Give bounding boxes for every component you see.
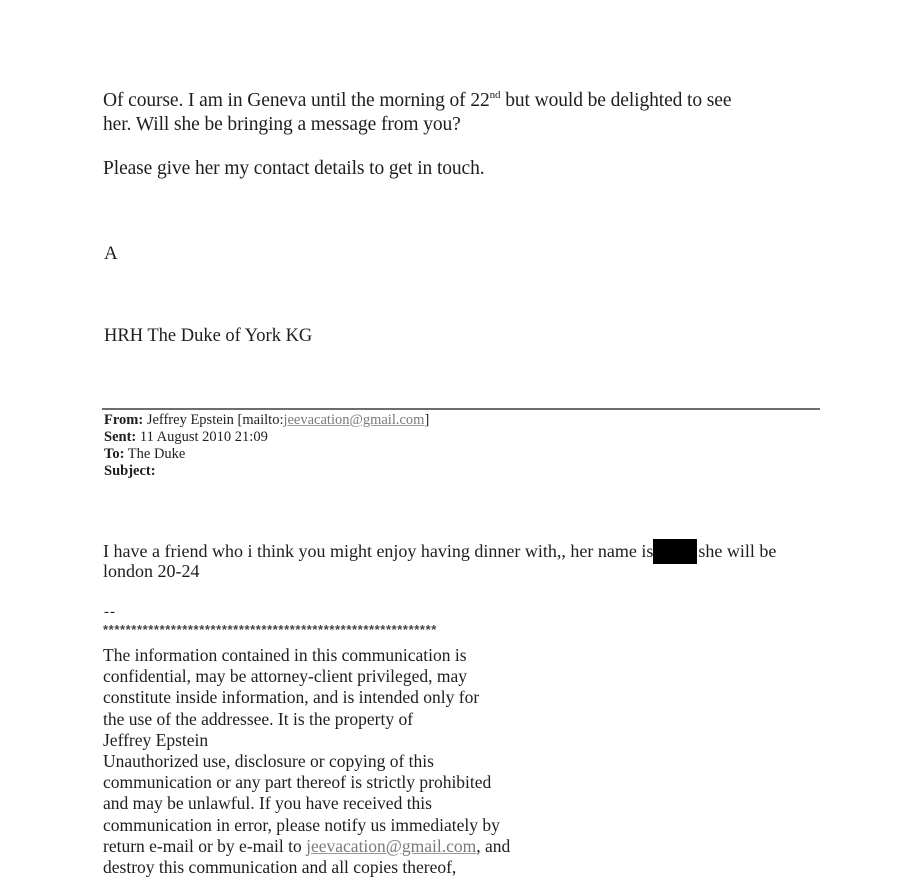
reply-signoff: A	[104, 243, 118, 264]
disclaimer-line: the use of the addressee. It is the property of	[103, 708, 414, 729]
reply-line-2: her. Will she be bringing a message from you?	[103, 114, 461, 135]
disclaimer-line: communication in error, please notify us immediately by	[103, 814, 500, 835]
original-message-line-1	[103, 539, 776, 564]
disclaimer-line: and may be unlawful. If you have received this	[103, 793, 432, 814]
header-to	[104, 446, 185, 463]
reply-text: Of course. I am in Geneva until the morning of 22	[103, 90, 490, 111]
redaction-box	[653, 539, 697, 564]
to-value: The Duke	[124, 446, 186, 462]
ordinal-superscript: nd	[489, 88, 501, 101]
disclaimer-line: destroy this communication and all copies thereof,	[103, 857, 457, 878]
sent-label: Sent:	[104, 429, 137, 445]
subject-label: Subject:	[104, 463, 156, 479]
reply-line-3: Please give her my contact details to get in touch.	[103, 158, 485, 179]
disclaimer-line: communication or any part thereof is strictly prohibited	[103, 772, 492, 793]
from-email-link[interactable]: jeevacation@gmail.com	[283, 412, 425, 428]
from-label: From:	[104, 412, 144, 428]
to-label: To:	[104, 446, 125, 462]
header-sent	[104, 429, 268, 446]
header-from	[104, 412, 429, 429]
from-bracket: ]	[424, 412, 430, 428]
disclaimer-line: Unauthorized use, disclosure or copying of this	[103, 751, 434, 772]
sent-value: 11 August 2010 21:09	[136, 429, 268, 445]
signature-asterisk-rule: ***********************************************************	[103, 622, 437, 637]
disclaimer-text: return e-mail or by e-mail to	[103, 835, 307, 856]
reply-line-1	[103, 89, 731, 113]
header-subject	[104, 463, 156, 480]
disclaimer-text: , and	[476, 835, 511, 856]
disclaimer-line: confidential, may be attorney-client privileged, may	[103, 666, 467, 687]
message-text: I have a friend who i think you might enjoy having dinner with,, her name is	[103, 541, 654, 561]
header-separator	[102, 408, 820, 410]
message-text: she will be	[698, 541, 777, 561]
reply-signature-title: HRH The Duke of York KG	[104, 326, 313, 346]
disclaimer-email-link[interactable]: jeevacation@gmail.com	[306, 835, 477, 856]
confidentiality-disclaimer	[103, 645, 510, 878]
original-message-line-2: london 20-24	[103, 561, 200, 581]
disclaimer-line: The information contained in this communication is	[103, 645, 467, 665]
disclaimer-line: constitute inside information, and is intended only for	[103, 687, 480, 708]
disclaimer-email-line	[103, 836, 510, 857]
reply-text: but would be delighted to see	[500, 90, 732, 111]
disclaimer-line: Jeffrey Epstein	[103, 729, 209, 750]
from-value: Jeffrey Epstein [mailto:	[143, 412, 284, 428]
signature-dashes: --	[104, 604, 116, 620]
